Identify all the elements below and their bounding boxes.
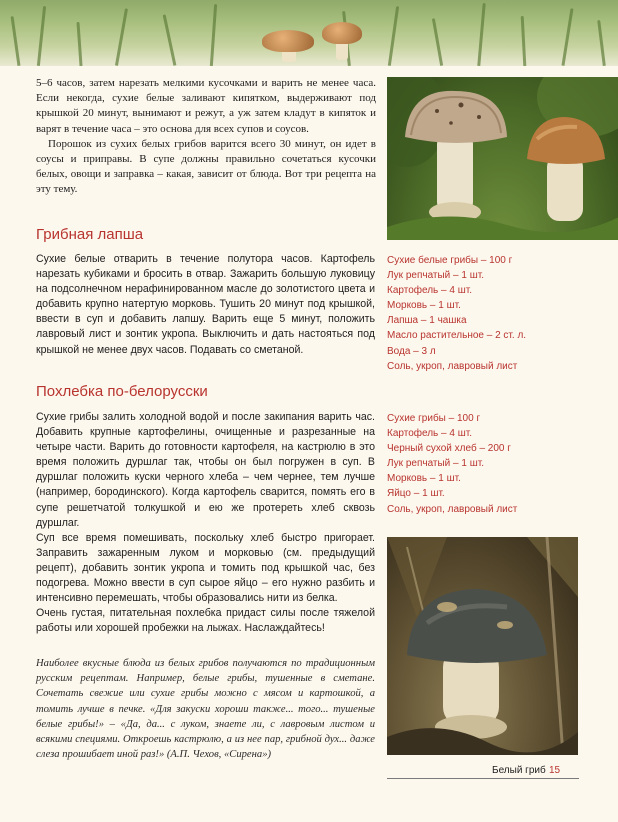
ingredient-item: Лапша – 1 чашка — [387, 315, 467, 327]
running-footer-section: Белый гриб — [492, 765, 546, 776]
porcini-mushrooms-photo — [387, 77, 618, 240]
ingredient-item: Картофель – 4 шт. — [387, 285, 472, 297]
chekhov-quote: Наиболее вкусные блюда из белых грибов получаются по традиционным русским рецептам. Например, белые грибы, тушенные в сметане. Сочетать свежие или сухие грибы можно с мясом и картошкой, а томить лучше в печке. «Для закуски хороши также... того... тушеные белые грибы!» – «Да, да... с луком, знаете ли, с лавровым листом и всякими специями. Откроешь кастрюлю, а из нее пар, грибной дух... даже слеза прошибает иной раз!» (А.П. Чехов, «Сирена») — [36, 658, 375, 761]
ingredient-item: Сухие грибы – 100 г — [387, 413, 481, 424]
ingredient-item: Сухие белые грибы – 100 г — [387, 255, 513, 266]
ingredient-item: Картофель – 4 шт. — [387, 428, 472, 440]
ingredient-item: Лук репчатый – 1 шт. — [387, 458, 485, 470]
ingredient-item: Соль, укроп, лавровый лист — [387, 503, 518, 515]
ingredient-item: Морковь – 1 шт. — [387, 300, 461, 312]
intro-paragraph: Порошок из сухих белых грибов варится всего 30 минут, он идет в соусы и приправы. В супе должны правильно сочетаться кусочки белых, овощи и заправка – какая, зависит от блюда. Вот три рецепта на эту тему. — [36, 137, 376, 196]
header-grass-photo — [0, 0, 618, 66]
recipe-title-belarus-soup: Похлебка по-белорусски — [36, 383, 208, 400]
ingredient-item: Вода – 3 л — [387, 345, 436, 357]
ingredient-item: Масло растительное – 2 ст. л. — [387, 330, 527, 342]
porcini-forest-photo — [387, 537, 578, 755]
ingredient-item: Яйцо – 1 шт. — [387, 488, 445, 500]
recipe-paragraph: Сухие грибы залить холодной водой и после закипания варить час. Добавить крупные картофелины, очищенные и разрезанные на четыре части. Варить до готовности картофеля, на кастрюлю в это время положить дуршлаг так, чтобы он был погружен в суп. В дуршлаг положить куски черного хлеба – чем чернее, тем лучше (например, бородинского). Когда картофель сварится, помять его в супе решетчатой толкушкой и ею же протереть хлеб сквозь дуршлаг. — [36, 411, 375, 529]
ingredients-list-noodles — [387, 253, 607, 374]
recipe-paragraph: Сухие белые отварить в течение полутора часов. Картофель нарезать кубиками и бросить в отвар. Зажарить большую луковицу на подсолнечном нерафинированном масле до золотистого цвета и добавить крупно натертую морковь. Тушить 20 минут под крышкой, ввести в суп и добавить лапшу. Варить еще 5 минут, положить лавровый лист и зонтик укропа. Выключить и дать настояться под крышкой не менее двух часов. Подавать со сметаной. — [36, 253, 375, 356]
page-number: 15 — [549, 765, 561, 776]
intro-text — [36, 76, 376, 198]
recipe-title-noodles: Грибная лапша — [36, 226, 144, 243]
ingredient-item: Черный сухой хлеб – 200 г — [387, 443, 511, 455]
recipe-paragraph: Очень густая, питательная похлебка придаст силы после тяжелой работы или хорошей пробежки на лыжах. Наслаждайтесь! — [36, 607, 375, 635]
recipe-body-belarus-soup — [36, 410, 375, 636]
recipe-body-noodles — [36, 252, 375, 358]
ingredients-list-belarus-soup — [387, 411, 607, 517]
intro-paragraph: 5–6 часов, затем нарезать мелкими кусочками и варить не менее часа. Если некогда, сухие белые заливают кипятком, выдерживают под крышкой 20 минут, вынимают и режут, а уж затем кладут в кипяток и варят в течение часа – это основа для всех супов и соусов. — [36, 77, 376, 135]
recipe-paragraph: Суп все время помешивать, поскольку хлеб быстро пригорает. Заправить зажаренным луком и морковью (см. предыдущий рецепт), добавить зонтик укропа и томить под крышкой час, без подогрева. Можно ввести в суп сырое яйцо – его нужно разбить и интенсивно перемешать, чтобы образовались нити из белка. — [36, 531, 375, 605]
footer-divider — [387, 778, 579, 779]
ingredient-item: Морковь – 1 шт. — [387, 473, 461, 485]
ingredient-item: Лук репчатый – 1 шт. — [387, 270, 485, 282]
ingredient-item: Соль, укроп, лавровый лист — [387, 360, 518, 372]
